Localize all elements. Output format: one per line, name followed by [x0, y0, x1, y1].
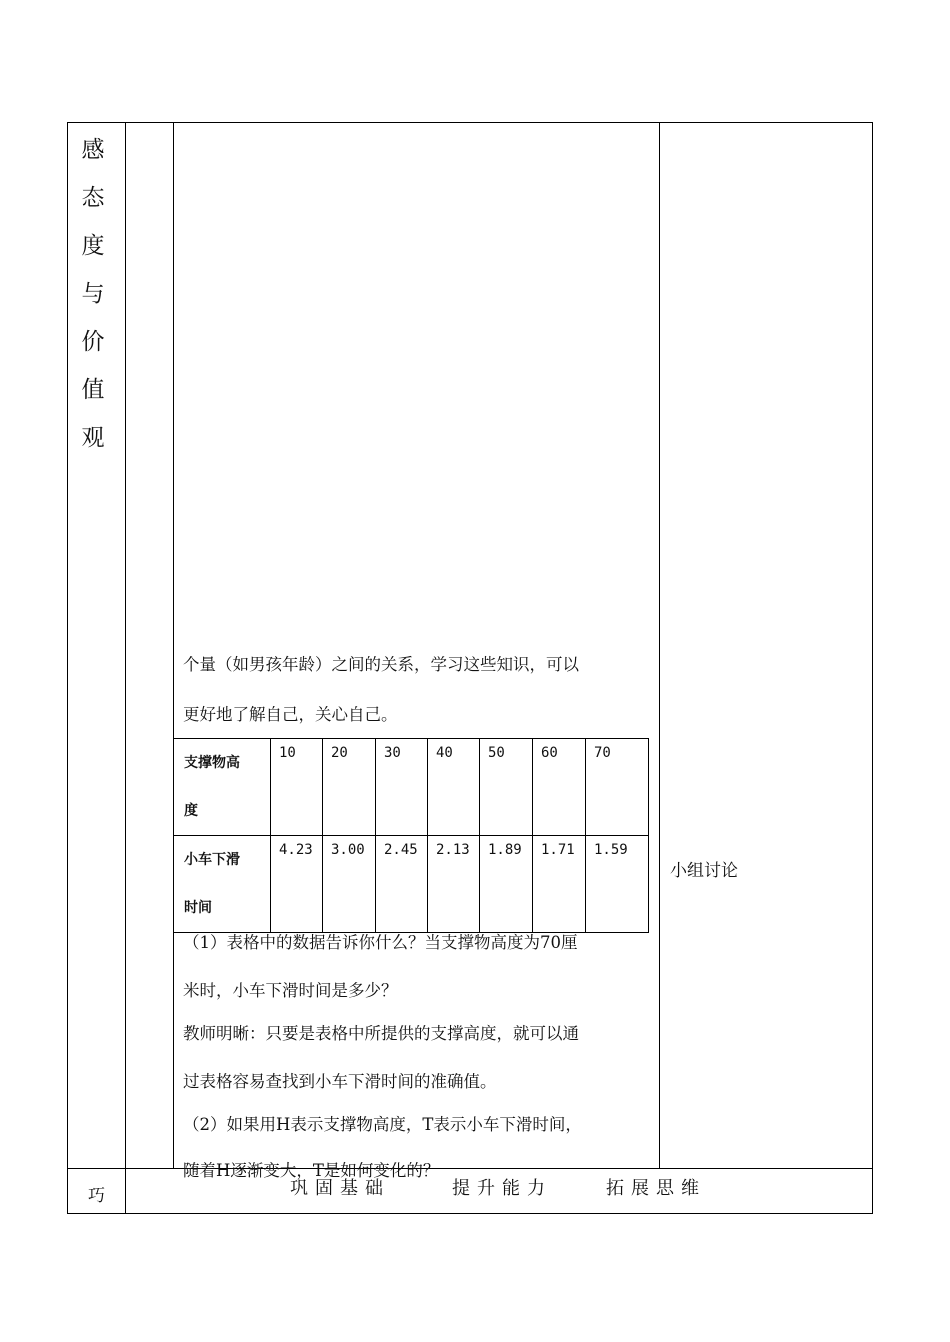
vertical-char: 度 — [81, 233, 105, 259]
table-cell: 2.13 — [428, 836, 480, 933]
table-col-divider-3 — [659, 122, 660, 1169]
table-cell: 20 — [323, 739, 376, 836]
table-cell: 2.45 — [376, 836, 428, 933]
row-header-time — [174, 836, 271, 933]
vertical-char: 值 — [81, 377, 105, 403]
question1-line-2: 米时，小车下滑时间是多少？ — [183, 981, 398, 1000]
intro-line-2: 更好地了解自己，关心自己。 — [183, 705, 398, 724]
table-cell: 3.00 — [323, 836, 376, 933]
vertical-label — [78, 126, 108, 462]
table-col-divider-1 — [125, 122, 126, 1214]
question2-line-1: （2）如果用H表示支撑物高度，T表示小车下滑时间， — [183, 1115, 582, 1134]
bottom-row-label: 巧 — [88, 1186, 105, 1206]
group-discussion-note: 小组讨论 — [670, 861, 738, 881]
section-expand: 拓展思维 — [606, 1178, 706, 1199]
table-cell: 1.89 — [480, 836, 533, 933]
row-header-line: 度 — [184, 803, 198, 819]
row-header-line: 时间 — [184, 900, 212, 916]
vertical-char: 观 — [81, 425, 105, 451]
table-left-border — [67, 122, 68, 1214]
vertical-char: 与 — [81, 281, 105, 307]
table-cell: 60 — [533, 739, 586, 836]
row-header-line: 小车下滑 — [184, 852, 240, 868]
table-cell: 1.71 — [533, 836, 586, 933]
row-header-height — [174, 739, 271, 836]
section-consolidate: 巩固基础 — [290, 1178, 390, 1199]
question1-line-1: （1）表格中的数据告诉你什么？当支撑物高度为70厘 — [183, 933, 578, 952]
question2-line-2: 随着H逐渐变大，T是如何变化的？ — [183, 1161, 440, 1180]
vertical-char: 态 — [81, 185, 105, 211]
table-cell: 40 — [428, 739, 480, 836]
row-header-line: 支撑物高 — [184, 755, 240, 771]
vertical-char: 价 — [81, 329, 105, 355]
table-cell: 30 — [376, 739, 428, 836]
table-cell: 10 — [271, 739, 323, 836]
table-top-border — [67, 122, 873, 123]
table-row — [174, 836, 649, 933]
teacher-note-line-1: 教师明晰：只要是表格中所提供的支撑高度，就可以通 — [183, 1024, 579, 1043]
table-row — [174, 739, 649, 836]
table-cell: 50 — [480, 739, 533, 836]
data-table — [173, 738, 649, 933]
table-right-border — [872, 122, 873, 1214]
vertical-char: 感 — [81, 137, 105, 163]
table-col-divider-2 — [173, 122, 174, 1169]
table-bottom-border — [67, 1213, 873, 1214]
teacher-note-line-2: 过表格容易查找到小车下滑时间的准确值。 — [183, 1072, 497, 1091]
table-cell: 1.59 — [586, 836, 649, 933]
table-cell: 70 — [586, 739, 649, 836]
table-cell: 4.23 — [271, 836, 323, 933]
intro-line-1: 个量（如男孩年龄）之间的关系，学习这些知识，可以 — [183, 655, 579, 674]
section-improve: 提升能力 — [452, 1178, 552, 1199]
